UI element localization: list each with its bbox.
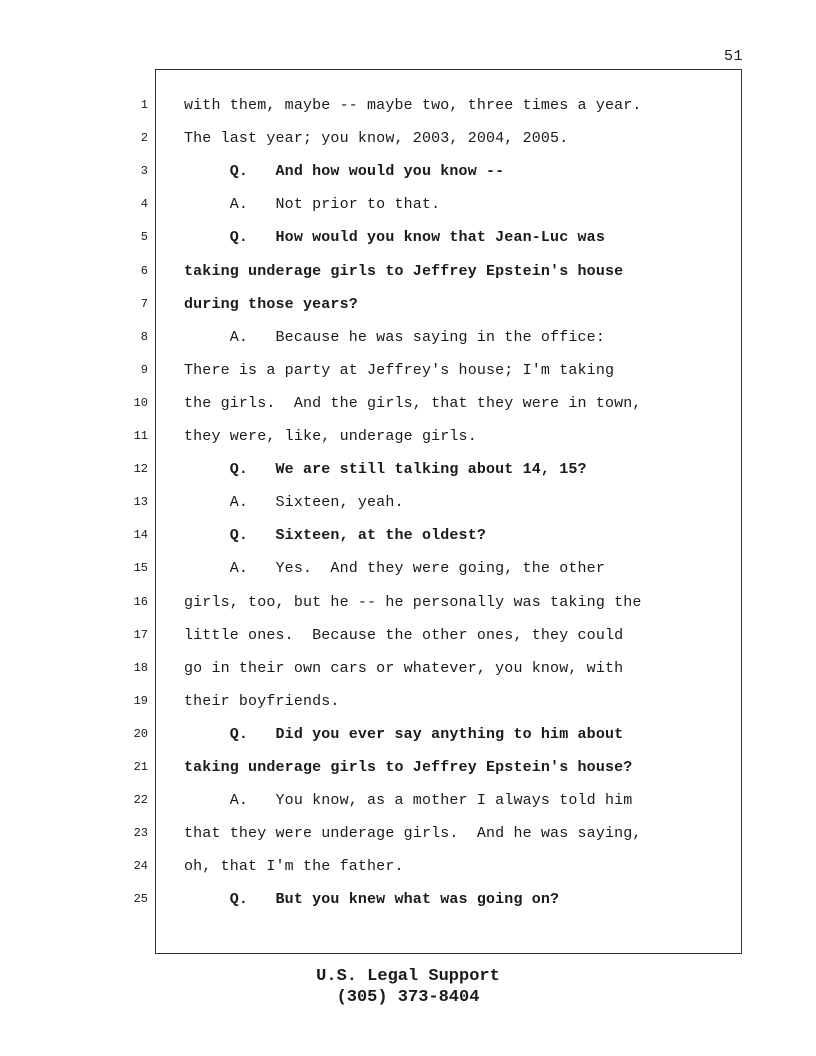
transcript-line: with them, maybe -- maybe two, three times a year. [184, 97, 642, 114]
line-number: 13 [133, 495, 148, 510]
transcript-line: Q. But you knew what was going on? [184, 891, 560, 909]
transcript-line: the girls. And the girls, that they were in town, [184, 394, 642, 412]
transcript-line: during those years? [184, 295, 358, 313]
line-number: 23 [133, 826, 148, 841]
line-number: 18 [133, 660, 148, 675]
transcript-line: Q. Did you ever say anything to him about [184, 725, 624, 743]
transcript-line: oh, that I'm the father. [184, 858, 404, 876]
line-number: 2 [140, 131, 148, 146]
line-number: 24 [133, 859, 148, 874]
line-number: 11 [133, 429, 148, 443]
line-number: 17 [133, 627, 148, 642]
line-number: 1 [140, 98, 148, 112]
transcript-line: Q. How would you know that Jean-Luc was [184, 229, 605, 247]
line-number: 8 [140, 329, 148, 344]
transcript-line: Q. Sixteen, at the oldest? [184, 527, 486, 545]
transcript-line: The last year; you know, 2003, 2004, 2005. [184, 130, 569, 148]
line-number: 4 [140, 197, 148, 212]
transcript-line: their boyfriends. [184, 692, 340, 710]
line-number: 10 [133, 395, 148, 410]
line-number: 16 [133, 594, 148, 609]
transcript-line: Q. We are still talking about 14, 15? [184, 461, 587, 479]
transcript-line: A. Not prior to that. [184, 196, 441, 214]
line-number: 15 [133, 561, 148, 576]
line-number: 3 [140, 164, 148, 179]
transcript-line: girls, too, but he -- he personally was taking the [184, 593, 642, 611]
page-number: 51 [723, 48, 743, 65]
line-number: 12 [133, 462, 148, 477]
line-number: 21 [133, 760, 148, 774]
footer-company: U.S. Legal Support [316, 967, 500, 986]
line-number: 14 [133, 528, 148, 543]
footer-phone: (305) 373-8404 [336, 988, 480, 1007]
line-number: 9 [140, 362, 148, 377]
transcript-line: taking underage girls to Jeffrey Epstein's house? [184, 759, 633, 776]
transcript-line: A. You know, as a mother I always told him [184, 792, 633, 810]
transcript-line: There is a party at Jeffrey's house; I'm taking [184, 361, 615, 379]
line-number: 20 [133, 726, 148, 741]
transcript-line: taking underage girls to Jeffrey Epstein's house [184, 262, 624, 280]
transcript-line: Q. And how would you know -- [184, 163, 505, 181]
transcript-line: A. Sixteen, yeah. [184, 494, 404, 512]
transcript-line: go in their own cars or whatever, you know, with [184, 659, 624, 677]
transcript-line: A. Because he was saying in the office: [184, 328, 605, 346]
line-number: 5 [140, 230, 148, 245]
line-number: 19 [133, 693, 148, 708]
transcript-line: little ones. Because the other ones, they could [184, 626, 624, 644]
line-number: 25 [133, 892, 148, 907]
transcript-line: that they were underage girls. And he was saying, [184, 825, 642, 843]
transcript-line: A. Yes. And they were going, the other [184, 560, 605, 578]
line-number: 7 [140, 296, 148, 311]
line-number: 22 [133, 793, 148, 808]
transcript-line: they were, like, underage girls. [184, 428, 477, 445]
line-number: 6 [140, 263, 148, 278]
